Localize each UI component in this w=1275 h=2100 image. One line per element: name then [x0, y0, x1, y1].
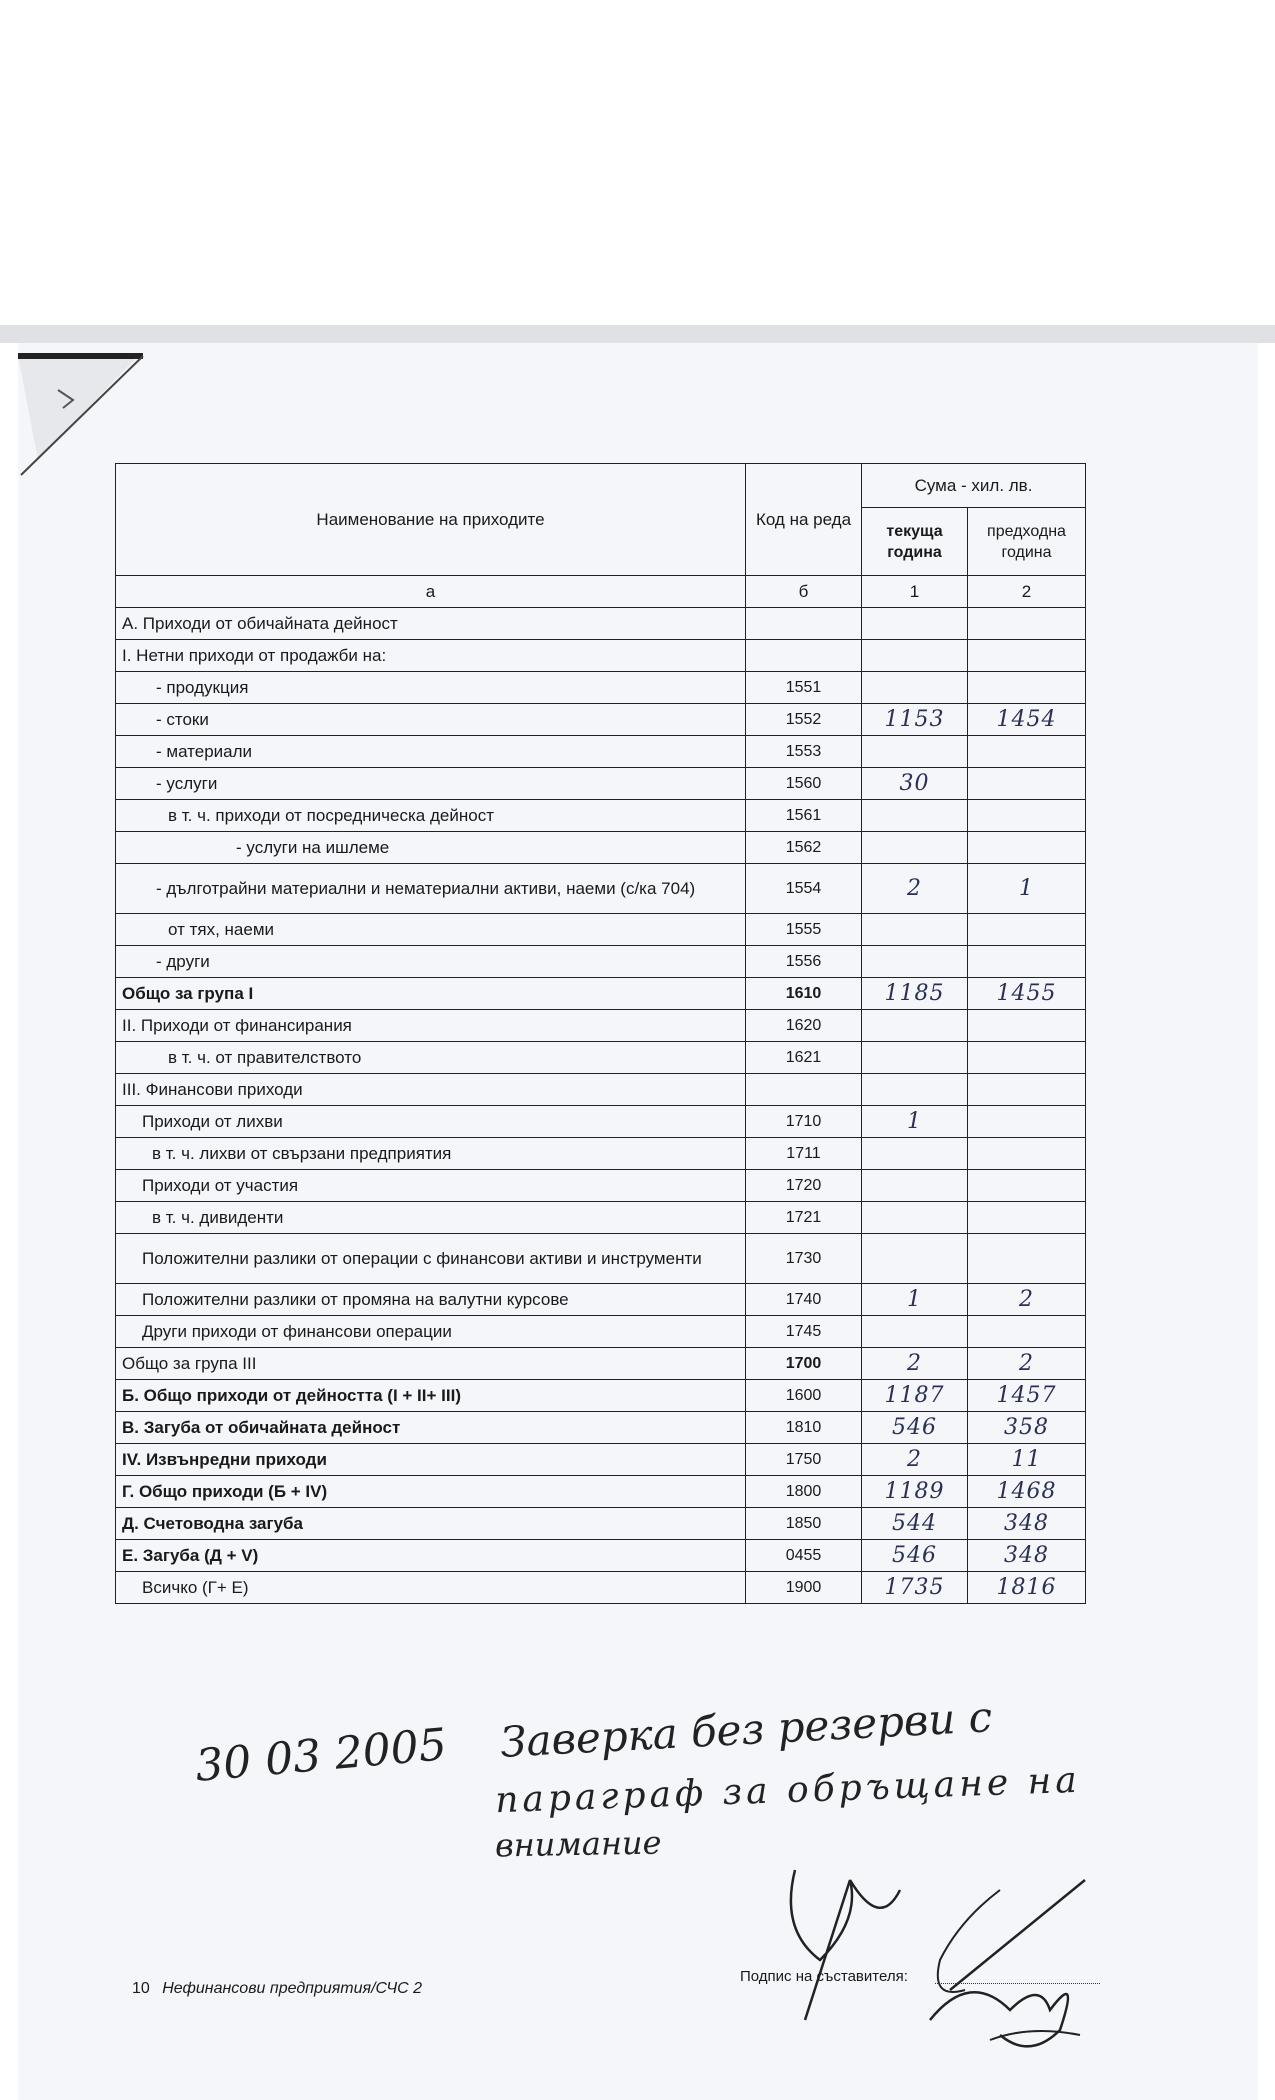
previous-year-value: [968, 832, 1086, 864]
current-year-value: [862, 1316, 968, 1348]
row-name: В. Загуба от обичайната дейност: [116, 1412, 746, 1444]
row-name: - стоки: [116, 704, 746, 736]
row-name: Всичко (Г+ Е): [116, 1572, 746, 1604]
row-name: А. Приходи от обичайната дейност: [116, 608, 746, 640]
table-row: [116, 736, 1086, 768]
signature-line: [935, 1983, 1100, 1984]
previous-year-value: [968, 1074, 1086, 1106]
table-row: [116, 1412, 1086, 1444]
previous-year-value: [968, 1138, 1086, 1170]
row-name: - услуги на ишлеме: [116, 832, 746, 864]
table-row: [116, 1476, 1086, 1508]
previous-year-value: 1816: [968, 1572, 1086, 1604]
current-year-value: 1187: [862, 1380, 968, 1412]
current-year-value: [862, 1170, 968, 1202]
current-year-value: 544: [862, 1508, 968, 1540]
table-row: [116, 1234, 1086, 1284]
previous-year-value: 1454: [968, 704, 1086, 736]
previous-year-value: 348: [968, 1508, 1086, 1540]
row-code: 1560: [746, 768, 862, 800]
table-row: [116, 1074, 1086, 1106]
row-code: 1551: [746, 672, 862, 704]
table-row: [116, 914, 1086, 946]
previous-year-value: [968, 1106, 1086, 1138]
current-year-value: [862, 914, 968, 946]
row-code: 1800: [746, 1476, 862, 1508]
table-row: [116, 768, 1086, 800]
previous-year-value: 358: [968, 1412, 1086, 1444]
table-row: [116, 1042, 1086, 1074]
row-code: 0455: [746, 1540, 862, 1572]
previous-year-value: [968, 768, 1086, 800]
current-year-value: [862, 608, 968, 640]
current-year-value: [862, 1074, 968, 1106]
table-row: [116, 1508, 1086, 1540]
row-code: 1553: [746, 736, 862, 768]
row-name: - услуги: [116, 768, 746, 800]
current-year-value: 1: [862, 1106, 968, 1138]
table-row: [116, 704, 1086, 736]
table-row: [116, 640, 1086, 672]
row-name: Б. Общо приходи от дейността (I + II+ III): [116, 1380, 746, 1412]
row-name: Положителни разлики от операции с финансови активи и инструменти: [116, 1234, 746, 1284]
row-name: - дълготрайни материални и нематериални активи, наеми (с/ка 704): [116, 864, 746, 914]
row-name: Приходи от участия: [116, 1170, 746, 1202]
folded-corner: [18, 350, 158, 480]
previous-year-value: [968, 1234, 1086, 1284]
blank-top-area: [0, 0, 1275, 325]
previous-year-value: [968, 1202, 1086, 1234]
table-row: [116, 864, 1086, 914]
row-code: [746, 640, 862, 672]
previous-year-value: [968, 1042, 1086, 1074]
handwritten-note-line1: Заверка без резерви с: [499, 1692, 994, 1767]
row-code: 1710: [746, 1106, 862, 1138]
table-row: [116, 672, 1086, 704]
handwritten-note-line2: параграф за обръщане на: [494, 1759, 1082, 1822]
current-year-value: 2: [862, 1444, 968, 1476]
row-code: 1711: [746, 1138, 862, 1170]
previous-year-value: [968, 1316, 1086, 1348]
previous-year-value: 1455: [968, 978, 1086, 1010]
form-name: Нефинансови предприятия/СЧС 2: [162, 1980, 423, 1997]
row-code: 1730: [746, 1234, 862, 1284]
handwritten-signature: [760, 1770, 1140, 2050]
current-year-value: [862, 1234, 968, 1284]
row-code: 1555: [746, 914, 862, 946]
table-row: [116, 1202, 1086, 1234]
previous-year-value: [968, 946, 1086, 978]
table-row: [116, 1380, 1086, 1412]
index-row: [116, 576, 1086, 608]
current-year-value: [862, 832, 968, 864]
current-year-value: 1: [862, 1284, 968, 1316]
current-year-value: 546: [862, 1540, 968, 1572]
row-name: - продукция: [116, 672, 746, 704]
table-row: [116, 978, 1086, 1010]
row-code: 1750: [746, 1444, 862, 1476]
page-footer: [132, 1980, 422, 1998]
previous-year-value: [968, 1010, 1086, 1042]
index-cell: 1: [862, 576, 968, 608]
table-row: [116, 1572, 1086, 1604]
previous-year-value: 11: [968, 1444, 1086, 1476]
row-name: Д. Счетоводна загуба: [116, 1508, 746, 1540]
row-code: 1610: [746, 978, 862, 1010]
index-cell: б: [746, 576, 862, 608]
previous-year-value: [968, 640, 1086, 672]
row-name: в т. ч. от правителството: [116, 1042, 746, 1074]
row-name: Г. Общо приходи (Б + IV): [116, 1476, 746, 1508]
row-code: [746, 1074, 862, 1106]
signature-label: Подпис на съставителя:: [740, 1968, 908, 1985]
table-row: [116, 946, 1086, 978]
previous-year-value: 2: [968, 1348, 1086, 1380]
previous-year-value: 348: [968, 1540, 1086, 1572]
row-name: в т. ч. лихви от свързани предприятия: [116, 1138, 746, 1170]
current-year-value: 1153: [862, 704, 968, 736]
row-code: 1721: [746, 1202, 862, 1234]
header-income-name: Наименование на приходите: [116, 464, 746, 576]
header-current-year: текуща година: [862, 508, 968, 576]
header-sum: Сума - хил. лв.: [862, 464, 1086, 508]
previous-year-value: [968, 914, 1086, 946]
row-code: 1554: [746, 864, 862, 914]
row-name: III. Финансови приходи: [116, 1074, 746, 1106]
header-row-code: Код на реда: [746, 464, 862, 576]
current-year-value: [862, 736, 968, 768]
current-year-value: [862, 1042, 968, 1074]
current-year-value: 1735: [862, 1572, 968, 1604]
handwritten-date: 30 03 2005: [193, 1719, 449, 1792]
row-name: в т. ч. приходи от посредническа дейност: [116, 800, 746, 832]
row-name: Други приходи от финансови операции: [116, 1316, 746, 1348]
row-name: I. Нетни приходи от продажби на:: [116, 640, 746, 672]
current-year-value: 30: [862, 768, 968, 800]
row-name: - материали: [116, 736, 746, 768]
previous-year-value: 1: [968, 864, 1086, 914]
row-code: 1745: [746, 1316, 862, 1348]
table-row: [116, 608, 1086, 640]
income-table: [115, 463, 1086, 1604]
handwritten-note-line3: внимание: [494, 1823, 662, 1865]
table-row: [116, 1106, 1086, 1138]
current-year-value: [862, 1010, 968, 1042]
row-name: в т. ч. дивиденти: [116, 1202, 746, 1234]
current-year-value: [862, 1138, 968, 1170]
table-row: [116, 1540, 1086, 1572]
current-year-value: [862, 672, 968, 704]
current-year-value: 1185: [862, 978, 968, 1010]
previous-year-value: [968, 800, 1086, 832]
table-row: [116, 1284, 1086, 1316]
row-name: Приходи от лихви: [116, 1106, 746, 1138]
table-row: [116, 1170, 1086, 1202]
previous-year-value: [968, 736, 1086, 768]
previous-year-value: [968, 1170, 1086, 1202]
table-row: [116, 800, 1086, 832]
row-name: Положителни разлики от промяна на валутни курсове: [116, 1284, 746, 1316]
row-name: от тях, наеми: [116, 914, 746, 946]
row-code: 1620: [746, 1010, 862, 1042]
row-name: II. Приходи от финансирания: [116, 1010, 746, 1042]
row-name: Общо за група I: [116, 978, 746, 1010]
index-cell: 2: [968, 576, 1086, 608]
current-year-value: [862, 640, 968, 672]
table-row: [116, 1444, 1086, 1476]
row-code: 1556: [746, 946, 862, 978]
current-year-value: [862, 800, 968, 832]
row-code: 1561: [746, 800, 862, 832]
row-code: 1900: [746, 1572, 862, 1604]
table-row: [116, 1316, 1086, 1348]
row-name: IV. Извънредни приходи: [116, 1444, 746, 1476]
current-year-value: 546: [862, 1412, 968, 1444]
table-row: [116, 832, 1086, 864]
row-name: Е. Загуба (Д + V): [116, 1540, 746, 1572]
row-code: 1600: [746, 1380, 862, 1412]
current-year-value: [862, 946, 968, 978]
row-code: 1562: [746, 832, 862, 864]
current-year-value: [862, 1202, 968, 1234]
current-year-value: 1189: [862, 1476, 968, 1508]
previous-year-value: 1468: [968, 1476, 1086, 1508]
previous-year-value: 1457: [968, 1380, 1086, 1412]
row-code: [746, 608, 862, 640]
scan-edge-band: [0, 325, 1275, 343]
table-row: [116, 1348, 1086, 1380]
row-code: 1700: [746, 1348, 862, 1380]
row-code: 1621: [746, 1042, 862, 1074]
row-code: 1740: [746, 1284, 862, 1316]
current-year-value: 2: [862, 864, 968, 914]
page-number: 10: [132, 1980, 150, 1997]
row-code: 1552: [746, 704, 862, 736]
row-code: 1810: [746, 1412, 862, 1444]
row-code: 1850: [746, 1508, 862, 1540]
current-year-value: 2: [862, 1348, 968, 1380]
previous-year-value: [968, 672, 1086, 704]
previous-year-value: 2: [968, 1284, 1086, 1316]
index-cell: а: [116, 576, 746, 608]
table-row: [116, 1010, 1086, 1042]
header-previous-year: предходна година: [968, 508, 1086, 576]
row-code: 1720: [746, 1170, 862, 1202]
row-name: - други: [116, 946, 746, 978]
table-row: [116, 1138, 1086, 1170]
row-name: Общо за група III: [116, 1348, 746, 1380]
previous-year-value: [968, 608, 1086, 640]
